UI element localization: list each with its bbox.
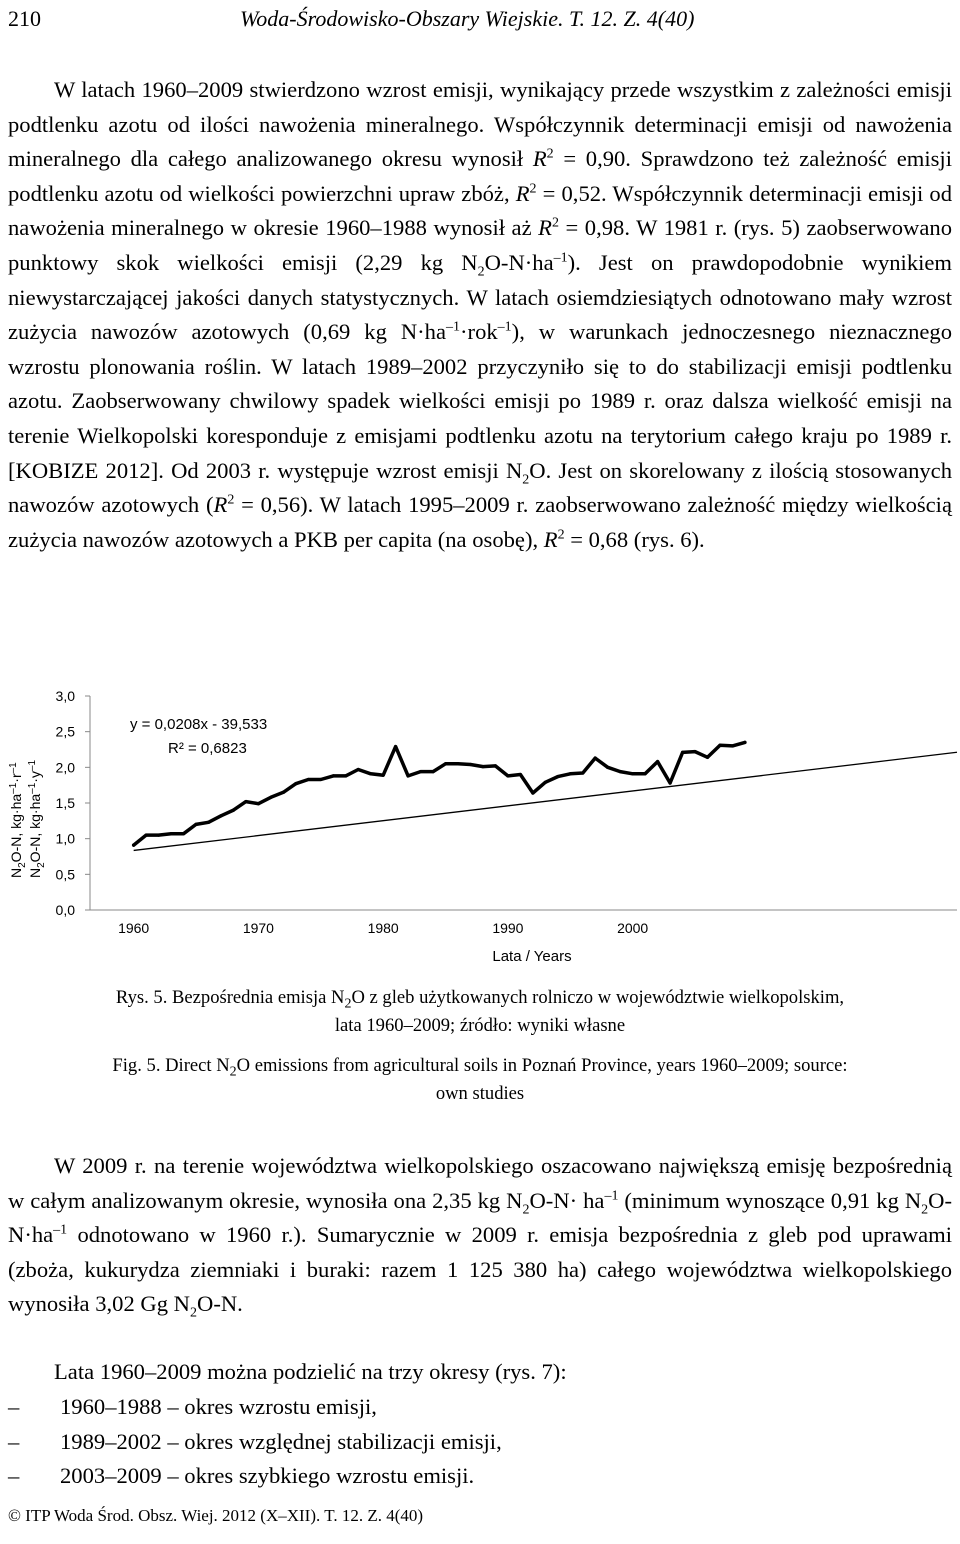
emission-data-point bbox=[182, 832, 185, 835]
y-axis-title-line-2: $N_2O-N$, $kg\cdot ha^{-1}\cdot y^{-1}$ bbox=[27, 759, 47, 878]
emission-data-point bbox=[219, 814, 222, 817]
y-tick-label: 1,5 bbox=[55, 795, 75, 811]
emission-data-point bbox=[307, 778, 310, 781]
r-squared-label: R² = 0,6823 bbox=[168, 740, 247, 757]
paragraph-3-text: Lata 1960–2009 można podzielić na trzy okresy (rys. 7): bbox=[54, 1359, 567, 1384]
y-tick-label: 0,5 bbox=[55, 866, 75, 883]
emission-data-point bbox=[444, 762, 447, 765]
emission-data-point bbox=[606, 766, 609, 769]
x-tick-label: 2000 bbox=[617, 920, 649, 936]
emission-data-point bbox=[169, 832, 172, 835]
caption-pl-line-2: lata 1960–2009; źródło: wyniki własne bbox=[334, 1015, 626, 1036]
emission-data-point bbox=[145, 834, 148, 837]
linear-trendline bbox=[134, 752, 957, 850]
emission-data-point bbox=[668, 781, 671, 784]
emission-data-point bbox=[531, 791, 534, 794]
emission-data-point bbox=[456, 762, 459, 765]
emission-data-point bbox=[244, 800, 247, 803]
emission-data-point bbox=[619, 770, 622, 773]
y-axis-title-line-1: $N_2O-N$, $kg\cdot ha^{-1}\cdot r^{-1}$ bbox=[8, 762, 28, 878]
emission-data-point bbox=[319, 778, 322, 781]
emission-data-point bbox=[594, 756, 597, 759]
emission-data-point bbox=[394, 745, 397, 748]
paragraph-1-text: W latach 1960–2009 stwierdzono wzrost emisji, wynikający przede wszystkim z zależności emisji podtlenku azotu od ilości nawożenia mineralnego. Współczynnik determinacji emisji od nawożenia mineralnego dla całego analizowanego okresu wynosił $R^2 = 0,90$. Sprawdzono też zależność emisji podtlenku azotu od wielkości powierzchni upraw zbóż, $R^2 = 0,52$. Współczynnik determinacji emisji od nawożenia mineralnego w okresie 1960–1988 wynosił aż $R^2 = 0,98$. W 1981 r. (rys. 5) zaobserwowano punktowy skok wielkości emisji (2,29 kg $N_2O-N\cdot ha^{-1}$). Jest on prawdopodobnie wynikiem niewystarczającej jakości danych statystycznych. W latach osiemdziesiątych odnotowano mały wzrost zużycia nawozów azotowych (0,69 kg $N\cdot ha^{-1}\cdot rok^{-1}$), w warunkach jednoczesnego nieznacznego wzrostu plonowania roślin. W latach 1989–2002 przyczyniło się to do stabilizacji emisji podtlenku azotu. Zaobserwowany chwilowy spadek wielkości emisji po 1989 r. oraz dalsza wielkość emisji na terenie Wielkopolski koresponduje z emisjami podtlenku azotu na terytorium całego kraju po 1989 r. [KOBIZE 2012]. Od 2003 r. występuje wzrost emisji $N_2O$. Jest on skorelowany z ilością stosowanych nawozów azotowych $(R^2 = 0,56)$. W latach 1995–2009 r. zaobserwowano zależność między wielkością zużycia nawozów azotowych a PKB per capita (na osobę), $R^2 = 0,68$ (rys. 6). bbox=[8, 77, 952, 552]
emission-data-point bbox=[706, 756, 709, 759]
y-axis-title bbox=[8, 759, 47, 878]
y-tick-label: 2,0 bbox=[55, 759, 75, 776]
emission-data-point bbox=[693, 750, 696, 753]
emission-data-point bbox=[506, 774, 509, 777]
page-number: 210 bbox=[8, 6, 41, 31]
y-tick-label: 2,5 bbox=[55, 723, 75, 740]
caption-en-line-1: Fig. 5. Direct $N_2O$ emissions from agricultural soils in Poznań Province, years 1960–2009; source: bbox=[112, 1055, 848, 1080]
emission-data-point bbox=[743, 741, 746, 744]
emission-data-point bbox=[207, 821, 210, 824]
emission-chart bbox=[0, 672, 960, 972]
emission-data-point bbox=[282, 791, 285, 794]
journal-title: Woda-Środowisko-Obszary Wiejskie. T. 12. Z. 4(40) bbox=[240, 6, 695, 31]
emission-data-point bbox=[481, 765, 484, 768]
emission-data-point bbox=[556, 775, 559, 778]
emission-data-point bbox=[269, 796, 272, 799]
emission-series-line bbox=[134, 742, 745, 845]
emission-data-point bbox=[718, 744, 721, 747]
emission-data-point bbox=[419, 770, 422, 773]
x-tick-label: 1960 bbox=[118, 920, 150, 936]
emission-data-point bbox=[644, 772, 647, 775]
page-header bbox=[8, 6, 952, 38]
regression-annotation bbox=[130, 716, 267, 757]
emission-data-point bbox=[544, 781, 547, 784]
y-tick-label: 3,0 bbox=[55, 688, 75, 704]
emission-data-point bbox=[157, 834, 160, 837]
emission-data-point bbox=[656, 760, 659, 763]
x-tick-label: 1990 bbox=[492, 920, 524, 936]
x-tick-label: 1980 bbox=[367, 920, 399, 936]
list-item: – 1960–1988 – okres wzrostu emisji, bbox=[8, 1394, 377, 1419]
emission-data-point bbox=[494, 764, 497, 767]
caption-en-line-2: own studies bbox=[435, 1083, 525, 1104]
figure-caption-pl bbox=[0, 984, 960, 1040]
emission-data-point bbox=[194, 823, 197, 826]
emission-data-point bbox=[581, 771, 584, 774]
emission-data-point bbox=[257, 802, 260, 805]
emission-data-point bbox=[369, 772, 372, 775]
emission-data-point bbox=[569, 772, 572, 775]
y-tick-label: 0,0 bbox=[55, 902, 75, 918]
emission-data-point bbox=[294, 782, 297, 785]
paragraph-1 bbox=[8, 73, 952, 557]
paragraph-3 bbox=[8, 1355, 952, 1390]
emission-data-point bbox=[731, 744, 734, 747]
copyright-footer: © ITP Woda Środ. Obsz. Wiej. 2012 (X–XII). T. 12. Z. 4(40) bbox=[8, 1506, 424, 1525]
emission-data-point bbox=[431, 770, 434, 773]
list-item: – 1989–2002 – okres względnej stabilizacji emisji, bbox=[8, 1428, 502, 1454]
emission-data-point bbox=[407, 774, 410, 777]
trend-equation: y = 0,0208x - 39,533 bbox=[130, 716, 268, 733]
emission-data-point bbox=[519, 773, 522, 776]
paragraph-2-text: W 2009 r. na terenie województwa wielkopolskiego oszacowano największą emisję bezpośrednią w całym analizowanym okresie, wynosiła ona 2,35 kg $N_2O-N\cdot ha^{-1}$ (minimum wynoszące 0,91 kg $N_2O-N\cdot ha^{-1}$ odnotowano w 1960 r.). Sumarycznie w 2009 r. emisja bezpośrednia z gleb pod uprawami (zboża, kukurydza ziemniaki i buraki: razem 1 125 380 ha) całego województwa wielkopolskiego wynosiła 3,02 Gg $N_2O-N$. bbox=[8, 1153, 953, 1321]
emission-data-point bbox=[469, 763, 472, 766]
emission-data-point bbox=[232, 809, 235, 812]
emission-data-point bbox=[357, 768, 360, 771]
x-tick-label: 1970 bbox=[242, 920, 274, 936]
emission-data-point bbox=[344, 774, 347, 777]
caption-pl-line-1: Rys. 5. Bezpośrednia emisja $N_2O$ z gleb użytkowanych rolniczo w województwie wielkopolskim, bbox=[115, 987, 845, 1012]
emission-data-point bbox=[631, 772, 634, 775]
y-tick-label: 1,0 bbox=[55, 830, 75, 847]
list-item: – 2003–2009 – okres szybkiego wzrostu emisji. bbox=[8, 1463, 475, 1489]
period-list bbox=[8, 1390, 502, 1494]
emission-data-point bbox=[132, 843, 135, 846]
emission-data-point bbox=[382, 774, 385, 777]
emission-data-point bbox=[681, 751, 684, 754]
paragraph-2 bbox=[8, 1149, 952, 1322]
figure-caption-en bbox=[0, 1052, 960, 1108]
x-axis-title: Lata / Years bbox=[492, 948, 572, 965]
emission-data-point bbox=[332, 774, 335, 777]
